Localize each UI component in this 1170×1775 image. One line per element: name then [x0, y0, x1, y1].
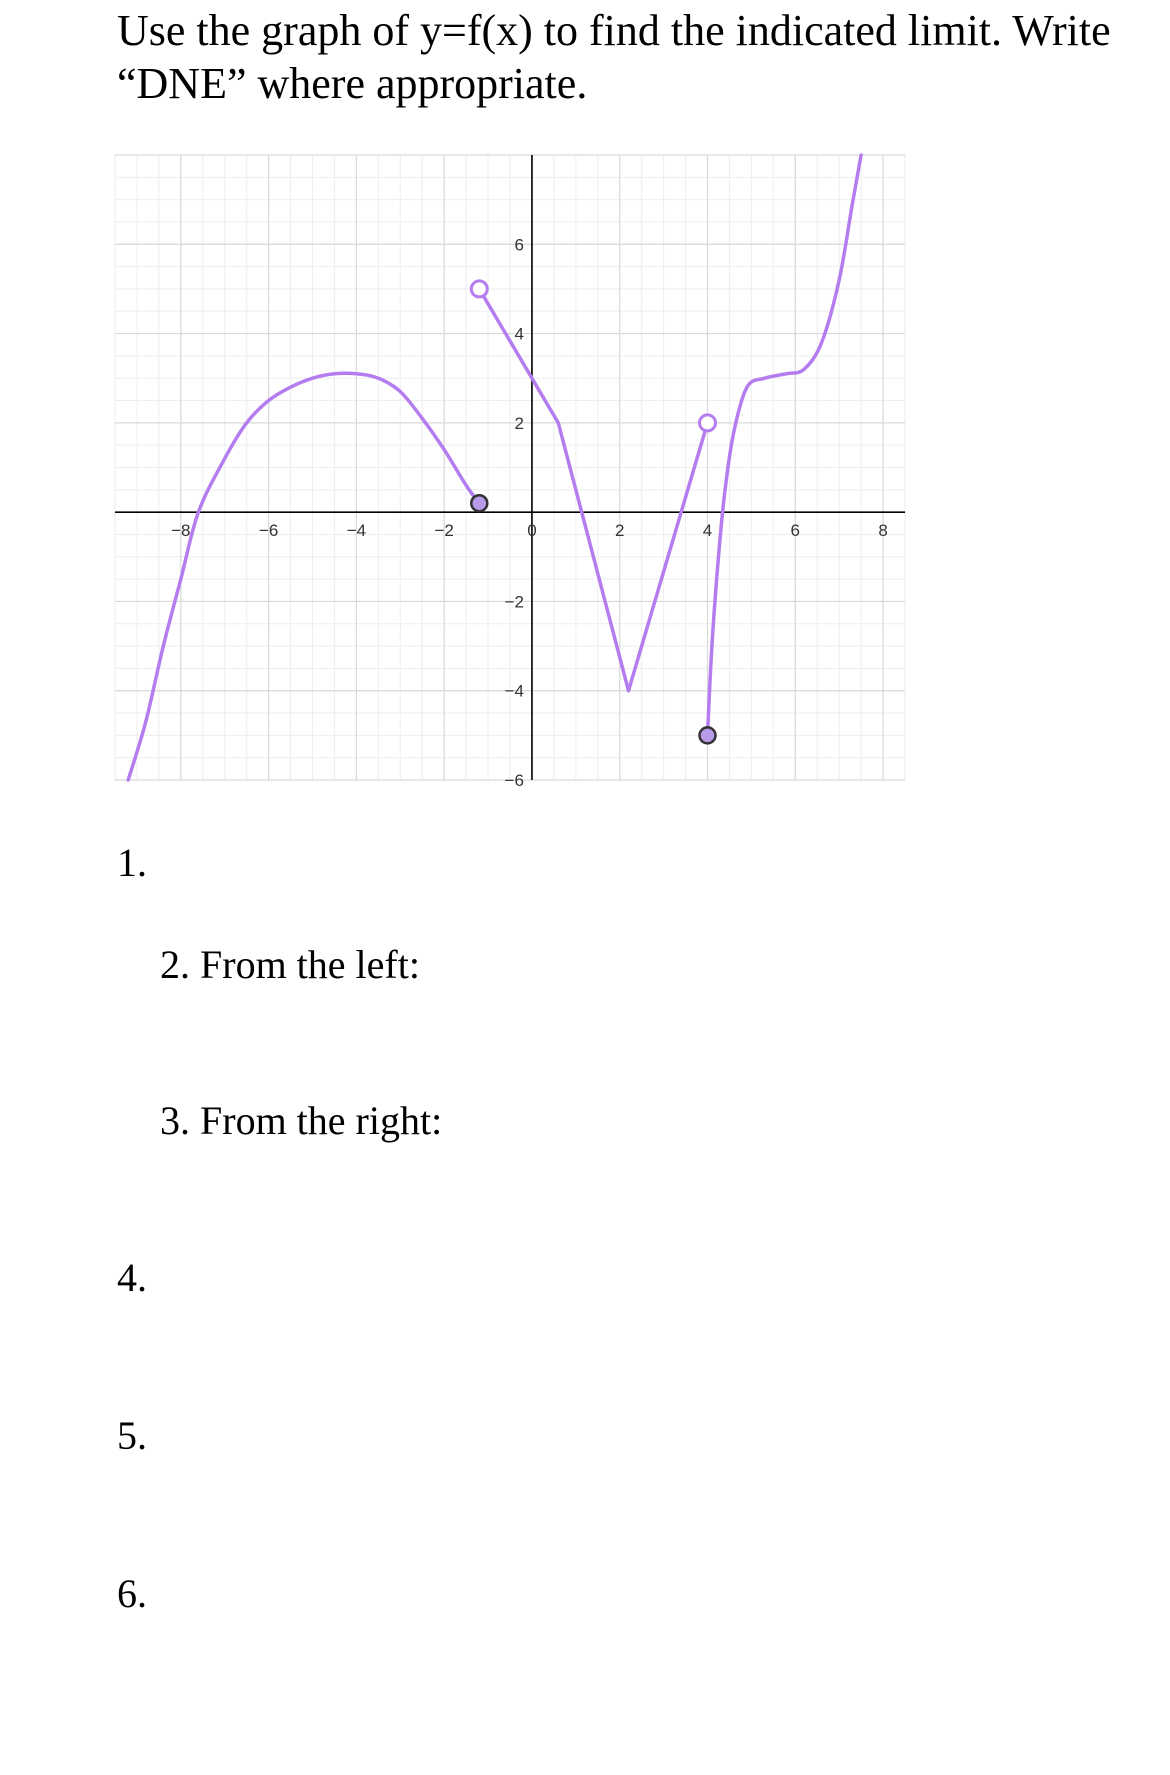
open-point [700, 415, 716, 431]
function-graph [110, 150, 910, 790]
closed-point [700, 727, 716, 743]
x-tick-label: 6 [790, 521, 801, 541]
x-tick-label: 2 [614, 521, 625, 541]
x-tick-label: 4 [702, 521, 713, 541]
problem-1: 1. [117, 840, 147, 885]
x-tick-label: 8 [878, 521, 888, 541]
instructions-line-2: “DNE” where appropriate. [117, 59, 588, 108]
open-point [471, 281, 487, 297]
instructions [117, 4, 1157, 110]
problem-4: 4. [117, 1255, 147, 1300]
problem-3: 3. From the right: [160, 1098, 443, 1143]
x-tick-label: −6 [258, 521, 279, 541]
y-tick-label: −4 [504, 681, 524, 701]
problem-2: 2. From the left: [160, 942, 420, 987]
instructions-line-1: Use the graph of y=f(x) to find the indicated limit. Write [117, 6, 1111, 55]
y-tick-label: 4 [514, 324, 524, 344]
x-tick-label: −8 [171, 521, 191, 541]
closed-point [471, 495, 487, 511]
x-tick-label: −2 [434, 521, 454, 541]
problem-6: 6. [117, 1571, 147, 1616]
y-tick-label: −6 [504, 771, 524, 790]
y-tick-label: 2 [514, 413, 524, 433]
y-tick-label: −2 [504, 592, 524, 612]
problem-5: 5. [117, 1413, 147, 1458]
y-tick-label: 6 [514, 235, 524, 255]
x-tick-label: 0 [527, 521, 537, 541]
x-tick-label: −4 [346, 521, 367, 541]
